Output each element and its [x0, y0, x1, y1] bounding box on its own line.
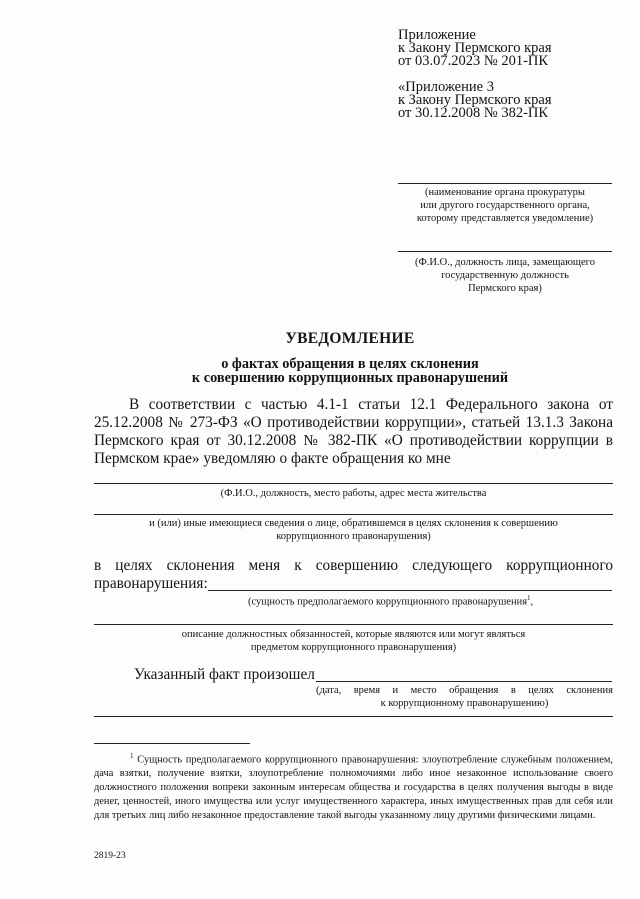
purpose-line: в целях склонения меня к совершению следующего коррупционного	[94, 557, 613, 574]
document-title: УВЕДОМЛЕНИЕ	[285, 330, 415, 347]
essence-caption-text: (сущность предполагаемого коррупционного правонарушения	[248, 596, 528, 608]
intro-paragraph: В соответствии с частью 4.1-1 статьи 12.1 Федерального закона от 25.12.2008 № 273-ФЗ «О противодействии коррупции», статьей 13.1.3 Закона Пермского края от 30.12.2008 № 382-ПК «О противодействии коррупции в Пермском крае» уведомляю о факте обращения ко мне	[94, 396, 613, 467]
footnote-reference: 1	[527, 594, 531, 602]
other-info-caption-line: коррупционного правонарушения)	[276, 531, 431, 542]
other-info-line	[94, 514, 613, 515]
appendix3-line: «Приложение 3	[398, 79, 494, 95]
fact-continuation-line	[94, 716, 613, 717]
other-info-caption-line: и (или) иные имеющиеся сведения о лице, обратившемся в целях склонения к совершению	[149, 518, 558, 529]
fact-date-line	[316, 681, 612, 682]
person-caption	[394, 256, 616, 295]
appendix3-header	[398, 81, 552, 120]
appendix-line: к Закону Пермского края	[398, 40, 552, 56]
person-name-line	[398, 251, 612, 252]
organ-caption-line: (наименование органа прокуратуры	[425, 187, 585, 198]
subtitle-line: к совершению коррупционных правонарушений	[191, 370, 509, 386]
fact-date-caption-line: (дата, время и место обращения в целях склонения	[316, 685, 613, 696]
appendix-header	[398, 29, 552, 68]
appendix-line: Приложение	[398, 27, 476, 43]
organ-caption	[394, 186, 616, 225]
footnote-text: Сущность предполагаемого коррупционного правонарушения: злоупотребление служебным положением, дача взятки, получение взятки, злоупотребление полномочиями либо иное незаконное использование своего должностного положения вопреки законным интересам общества и государства в целях получения выгоды в виде денег, ценностей, иного имущества или услуг имущественного характера, иных имущественных прав для себя или для третьих лиц либо незаконное предоставление такой выгоды указанному лицу другими физическими лицами.	[94, 754, 613, 822]
person-caption-line: (Ф.И.О., должность лица, замещающего	[415, 257, 595, 268]
duties-caption-line: описание должностных обязанностей, которые являются или могут являться	[181, 629, 526, 640]
document-code: 2819-23	[94, 851, 126, 861]
footnote-mark: 1	[130, 752, 134, 760]
fact-date-caption	[316, 684, 613, 710]
footnote-separator	[94, 743, 250, 744]
person-caption-line: Пермского края)	[468, 283, 542, 294]
essence-line	[208, 590, 612, 591]
organ-caption-line: или другого государственного органа,	[420, 200, 590, 211]
duties-caption-line: предметом коррупционного правонарушения)	[250, 642, 457, 653]
other-info-caption	[94, 517, 613, 543]
document-subtitle	[0, 357, 640, 385]
subtitle-line: о фактах обращения в целях склонения	[221, 356, 479, 372]
organ-name-line	[398, 183, 612, 184]
appendix3-line: к Закону Пермского края	[398, 92, 552, 108]
essence-caption: (сущность предполагаемого коррупционного правонарушения$^1$,	[248, 594, 534, 608]
purpose-label: правонарушения:	[94, 575, 208, 592]
person-caption-line: государственную должность	[441, 270, 569, 281]
fact-label: Указанный факт произошел	[134, 666, 315, 683]
footnote	[94, 749, 613, 823]
fio-caption: (Ф.И.О., должность, место работы, адрес места жительства	[220, 488, 487, 499]
appendix-line: от 03.07.2023 № 201-ПК	[398, 53, 549, 69]
appendix3-line: от 30.12.2008 № 382-ПК	[398, 105, 549, 121]
organ-caption-line: которому представляется уведомление)	[416, 213, 594, 224]
duties-line	[94, 624, 613, 625]
fio-line	[94, 483, 613, 484]
duties-caption	[94, 628, 613, 654]
fact-date-caption-line: к коррупционному правонарушению)	[380, 698, 549, 709]
